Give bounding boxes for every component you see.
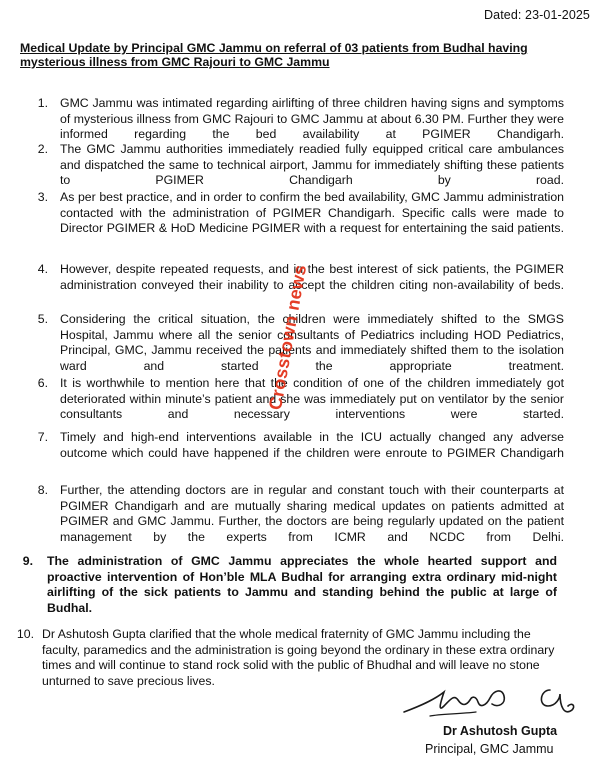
item-text: GMC Jammu was intimated regarding airlifting of three children having signs and symptoms of mysterious illness from GMC Rajouri to GMC Jammu at about 6.30 PM. Further they were informed regarding the bed availability at PGIMER Chandigarh. (60, 96, 564, 141)
item-number: 9. (22, 554, 33, 568)
item-text: Dr Ashutosh Gupta clarified that the whole medical fraternity of GMC Jammu including the faculty, paramedics and the administration is going beyond the ordinary in these extra ordinary times and will continue to stand rock solid with the public of Bhudhal and will leave no stone unturned to save precious lives. (42, 627, 555, 688)
item-text: It is worthwhile to mention here that the condition of one of the children immediately got deteriorated within minute’s patient and she was immediately put on ventilator by the senior consultants and necessary interventions were started. (60, 376, 564, 421)
item-number: 8. (37, 483, 48, 497)
item-text: However, despite repeated requests, and in the best interest of sick patients, the PGIMER administration conveyed their inability to accept the children citing non-availability of beds. (60, 262, 564, 292)
item-number: 6. (37, 376, 48, 390)
item-text: Timely and high-end interventions available in the ICU actually changed any adverse outcome which could have happened if the children were enroute to PGIMER Chandigarh (60, 430, 564, 460)
signatory-designation: Principal, GMC Jammu (425, 742, 554, 756)
list-item (0, 96, 608, 146)
list-item (0, 142, 608, 192)
item-text: Considering the critical situation, the children were immediately shifted to the SMGS Hospital, Jammu where all the senior consultants of Pediatrics including HOD Pediatrics, Principal, GMC, Jammu received the patients and immediately shifted them to the isolation ward and started the appropriate treatment. (60, 312, 564, 373)
list-item (0, 430, 608, 480)
item-number: 10. (16, 627, 34, 641)
item-text: As per best practice, and in order to confirm the bed availability, GMC Jammu administration contacted with the administration of PGIMER Chandigarh. Specific calls were made to Director PGIMER & HoD Medicine PGIMER with a request for entertaining the said patients. (60, 190, 564, 235)
item-number: 3. (37, 190, 48, 204)
document-title: Medical Update by Principal GMC Jammu on referral of 03 patients from Budhal having mysterious illness from GMC Rajouri to GMC Jammu (20, 41, 528, 69)
item-text: The GMC Jammu authorities immediately readied fully equipped critical care ambulances and dispatched the same to technical airport, Jammu for immediately shifting these patients to PGIMER Chandigarh by road. (60, 142, 564, 187)
item-number: 2. (37, 142, 48, 156)
item-number: 7. (37, 430, 48, 444)
list-item (0, 190, 608, 256)
document-date: Dated: 23-01-2025 (484, 8, 590, 22)
item-text: The administration of GMC Jammu appreciates the whole hearted support and proactive intervention of Hon’ble MLA Budhal for arranging extra ordinary mid-night airlifting of the sick patients to Jammu and standing behind the public at large of Budhal. (47, 554, 557, 615)
signatory-name: Dr Ashutosh Gupta (443, 724, 558, 738)
list-item (0, 312, 608, 378)
item-text: Further, the attending doctors are in regular and constant touch with their counterparts at PGIMER Chandigarh and are mutually sharing medical updates on patients admitted at PGIMER and GMC Jammu. Further, the doctors are being regularly updated on the patient management by the experts from ICMR and NCDC from Delhi. (60, 483, 564, 544)
list-item (0, 376, 608, 426)
item-number: 5. (37, 312, 48, 326)
item-number: 4. (37, 262, 48, 276)
list-item (0, 483, 608, 549)
item-number: 1. (37, 96, 48, 110)
list-item (0, 554, 608, 620)
signature-image (400, 676, 590, 726)
watermark-text: Crosstown news (265, 263, 311, 412)
